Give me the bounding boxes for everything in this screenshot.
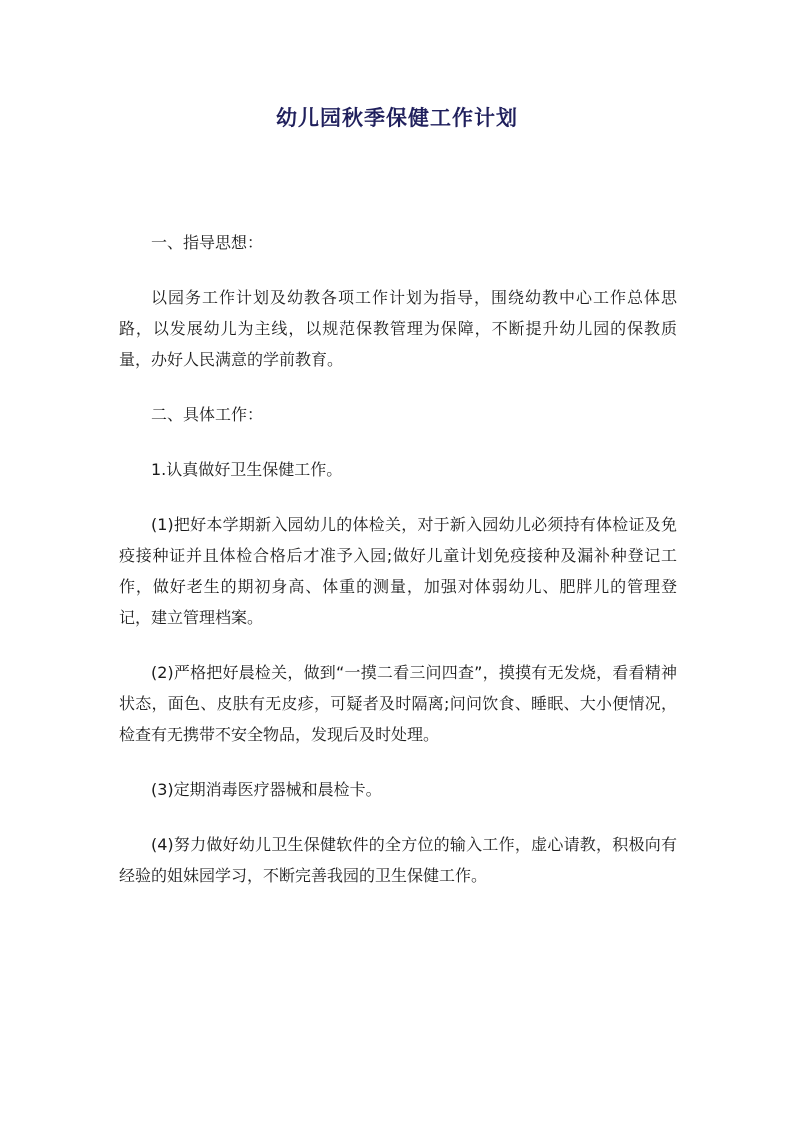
document-body xyxy=(119,227,677,891)
paragraph-item-4: (4)努力做好幼儿卫生保健软件的全方位的输入工作，虚心请教，积极向有经验的姐妹园学习，不断完善我园的卫生保健工作。 xyxy=(119,835,677,885)
document-title: 幼儿园秋季保健工作计划 xyxy=(276,105,518,130)
paragraph-item-2: (2)严格把好晨检关，做到“一摸二看三问四查”，摸摸有无发烧，看看精神状态，面色、皮肤有无皮疹，可疑者及时隔离;问问饮食、睡眠、大小便情况，检查有无携带不安全物品，发现后及时处理。 xyxy=(119,663,677,744)
paragraph-item-1: (1)把好本学期新入园幼儿的体检关，对于新入园幼儿必须持有体检证及免疫接种证并且体检合格后才准予入园;做好儿童计划免疫接种及漏补种登记工作，做好老生的期初身高、体重的测量，加强对体弱幼儿、肥胖儿的管理登记，建立管理档案。 xyxy=(119,515,677,627)
subheading-health-care-work: 1.认真做好卫生保健工作。 xyxy=(151,460,343,479)
section-heading-specific-work: 二、具体工作： xyxy=(151,405,264,424)
paragraph-item-3: (3)定期消毒医疗器械和晨检卡。 xyxy=(151,780,382,799)
section-heading-guiding-ideology: 一、指导思想： xyxy=(151,233,264,252)
paragraph-guiding-ideology: 以园务工作计划及幼教各项工作计划为指导，围绕幼教中心工作总体思路，以发展幼儿为主线，以规范保教管理为保障，不断提升幼儿园的保教质量，办好人民满意的学前教育。 xyxy=(119,288,677,369)
